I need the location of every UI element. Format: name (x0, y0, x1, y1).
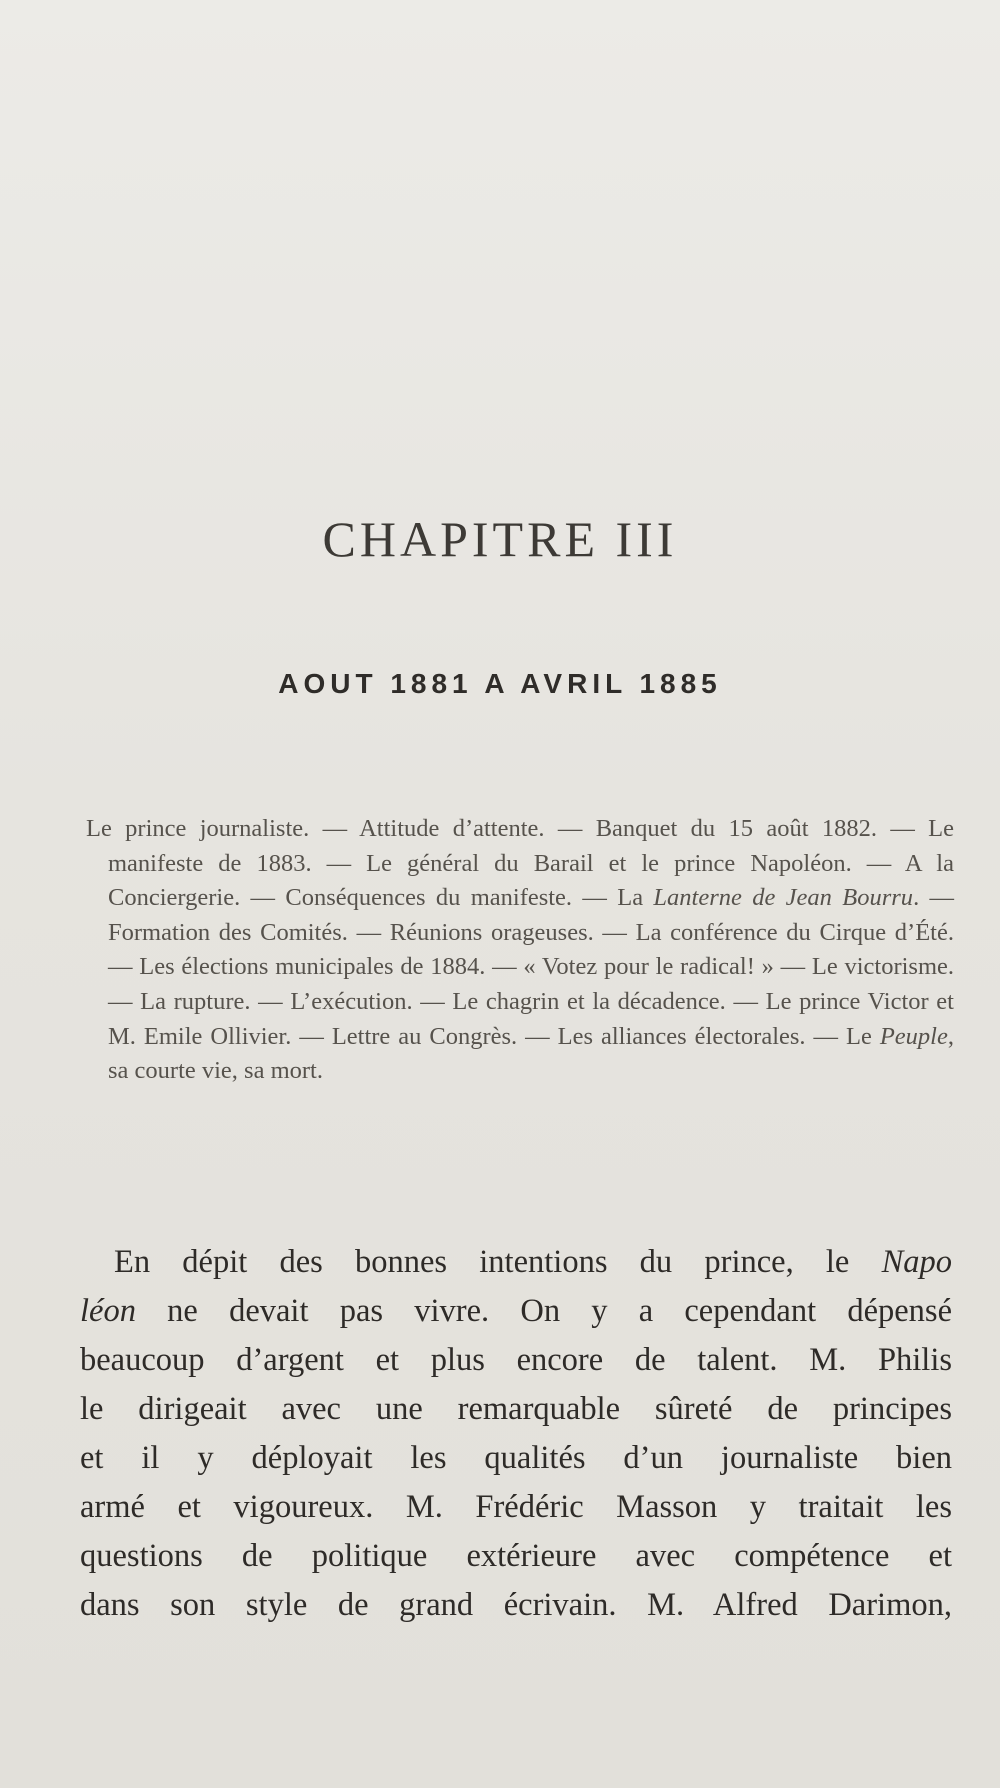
body-text-run: ne devait pas vivre. On y a cependant dépensé (135, 1293, 952, 1329)
chapter-title: CHAPITRE III (322, 511, 678, 567)
body-text-run: armé et vigoureux. M. Frédéric Masson y traitait les (80, 1489, 952, 1525)
summary-segment: , sa courte vie, sa mort. (108, 1022, 954, 1085)
body-text-run: le dirigeait avec une remarquable sûreté de principes (80, 1391, 952, 1427)
body-line (80, 1385, 952, 1434)
chapter-date-range: AOUT 1881 A AVRIL 1885 (278, 668, 722, 699)
summary-segment-italic: Lanterne de Jean Bourru (653, 884, 914, 912)
summary-segment-italic: Peuple (879, 1022, 948, 1050)
chapter-summary (86, 812, 954, 1089)
body-line (80, 1532, 952, 1581)
body-text-run-italic: Napo (881, 1244, 952, 1280)
body-text-run: dans son style de grand écrivain. M. Alfred Darimon, (80, 1587, 952, 1623)
body-line (80, 1483, 952, 1532)
body-line (80, 1238, 952, 1287)
body-text-run-italic: léon (80, 1293, 136, 1329)
body-text-run: En dépit des bonnes intentions du prince, le (114, 1244, 882, 1280)
body-text-run: et il y déployait les qualités d’un journaliste bien (80, 1440, 952, 1476)
body-text-run: questions de politique extérieure avec compétence et (80, 1538, 952, 1574)
body-line (80, 1336, 952, 1385)
body-line (80, 1581, 952, 1630)
body-paragraph (80, 1238, 952, 1630)
summary-segment: . — Formation des Comités. — Réunions orageuses. — La conférence du Cirque d’Été. — Les élections municipales de 1884. — « Votez pour le radical! » — Le victorisme. — La rupture. — L’exécution. — Le chagrin et la décadence. — Le prince Victor et M. Emile Ollivier. — Lettre au Congrès. — Les alliances électorales. — Le (108, 884, 955, 1050)
body-line (80, 1287, 952, 1336)
body-line (80, 1434, 952, 1483)
body-text-run: beaucoup d’argent et plus encore de talent. M. Philis (80, 1342, 952, 1378)
summary-segment: Le prince journaliste. — Attitude d’attente. — Banquet du 15 août 1882. — Le manifeste de 1883. — Le général du Barail et le prince Napoléon. — A la Conciergerie. — Conséquences du manifeste. — La (86, 815, 954, 912)
